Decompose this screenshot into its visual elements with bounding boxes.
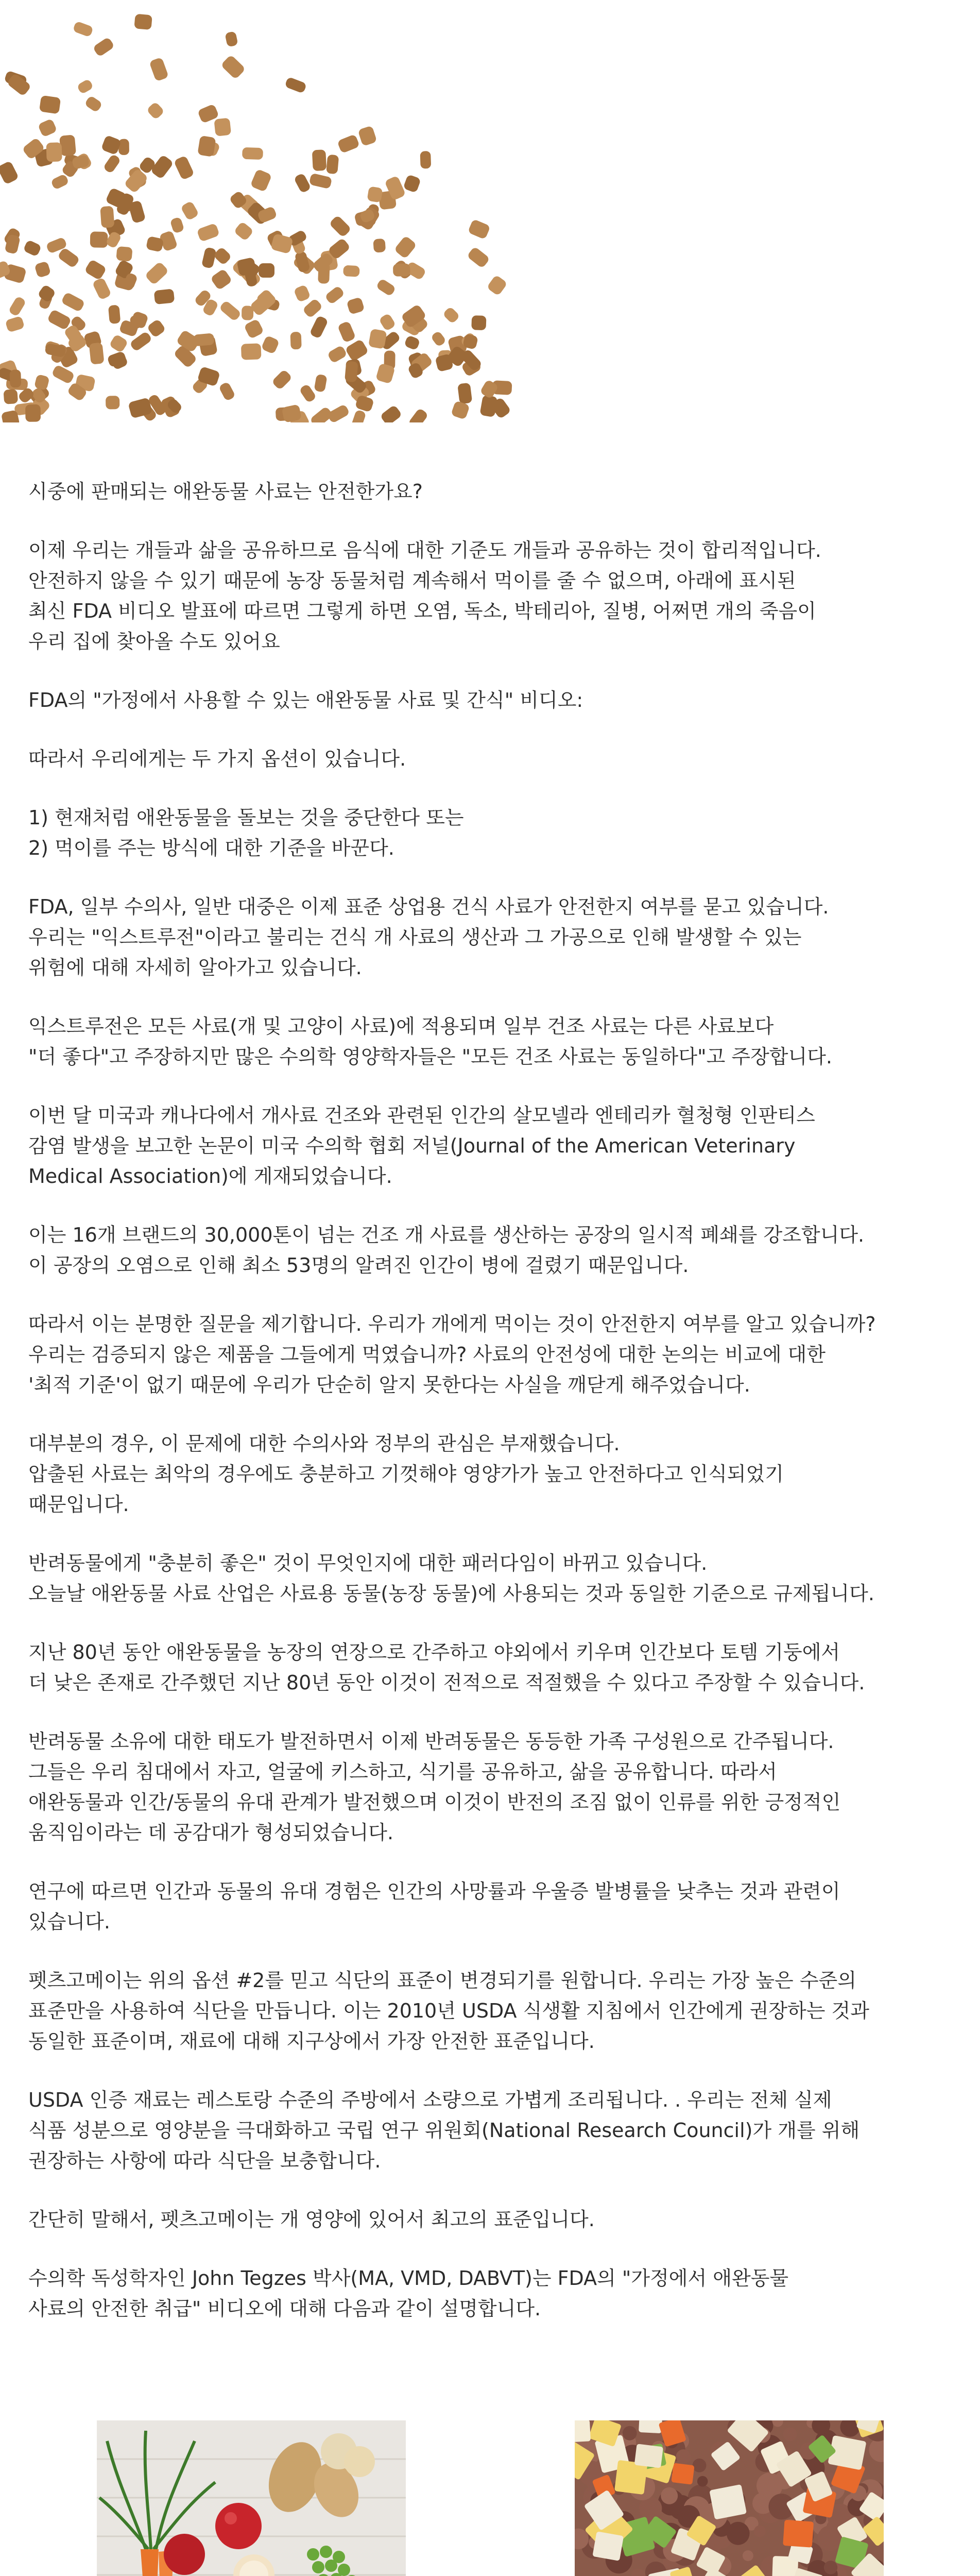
kibble-piece xyxy=(106,396,119,409)
meat-crumble xyxy=(693,2459,707,2472)
kibble-piece xyxy=(314,374,327,393)
meat-crumble xyxy=(824,2561,837,2574)
kibble-piece xyxy=(218,381,236,401)
kibble-piece xyxy=(92,37,115,57)
kibble-piece xyxy=(210,268,233,291)
meat-crumble xyxy=(754,2526,766,2537)
kibble-piece xyxy=(346,297,365,315)
meat-crumble xyxy=(623,2426,637,2441)
kibble-piece xyxy=(145,261,169,285)
kibble-piece xyxy=(73,21,94,37)
kibble-piece xyxy=(23,240,42,257)
diced-vegetable xyxy=(634,2444,663,2468)
kibble-piece xyxy=(261,335,280,354)
kibble-piece xyxy=(250,168,272,192)
option-list: 1) 현재처럼 애완동물을 돌보는 것을 중단한다 또는 2) 먹이를 주는 방식에 대한 기준을 바꾼다. xyxy=(28,806,464,859)
kibble-piece xyxy=(174,155,195,180)
kibble-piece xyxy=(357,125,377,146)
kibble-piece xyxy=(380,404,402,422)
kibble-piece xyxy=(128,200,146,224)
kibble-piece xyxy=(214,118,231,137)
kibble-piece xyxy=(116,246,132,262)
kibble-piece xyxy=(34,374,50,391)
kibble-piece xyxy=(403,174,421,193)
kibble-piece xyxy=(351,409,366,422)
article-paragraph: 익스트루전은 모든 사료(개 및 고양이 사료)에 적용되며 일부 건조 사료는 다른 사료보다 "더 좋다"고 주장하지만 많은 수의학 영양학자들은 "모든 건조 사료는 동일하다"고 주장합니다. xyxy=(28,1015,832,1068)
kibble-piece xyxy=(47,309,72,331)
kibble-piece xyxy=(242,147,263,160)
article-paragraph: 펫츠고메이는 위의 옵션 #2를 믿고 식단의 표준이 변경되기를 원합니다. 우리는 가장 높은 수준의 표준만을 사용하여 식단을 만듭니다. 이는 2010년 USDA 식생활 지침에서 인간에게 권장하는 것과 동일한 표준이며, 재료에 대해 지구상에서 가장 안전한 표준입니다. xyxy=(28,1969,869,2053)
kibble-piece xyxy=(309,315,329,339)
kibble-piece xyxy=(118,139,129,156)
kibble-piece xyxy=(57,247,80,269)
diced-vegetable xyxy=(671,2463,694,2484)
kibble-piece xyxy=(312,149,326,171)
article-paragraph: 지난 80년 동안 애완동물을 농장의 연장으로 간주하고 야외에서 키우며 인간보다 토템 기둥에서 더 낮은 존재로 간주했던 지난 80년 동안 이것이 전적으로 적절했을 수 있다고 주장할 수 있습니다. xyxy=(28,1641,865,1694)
meat-crumble xyxy=(661,2487,678,2504)
article-paragraph: USDA 인증 재료는 레스토랑 수준의 주방에서 소량으로 가볍게 조리됩니다. . 우리는 전체 실제 식품 성분으로 영양분을 극대화하고 국립 연구 위원회(National Research Council)가 개를 위해 권장하는 사항에 따라 식단을 보충합니다. xyxy=(28,2089,860,2172)
kibble-piece xyxy=(34,261,51,278)
kibble-piece xyxy=(302,298,323,318)
article-paragraph: 이제 우리는 개들과 삶을 공유하므로 음식에 대한 기준도 개들과 공유하는 것이 합리적입니다. 안전하지 않을 수 있기 때문에 농장 동물처럼 계속해서 먹이를 줄 수 없으며, 아래에 표시된 최신 FDA 비디오 발표에 따르면 그렇게 하면 오염, 독소, 박테리아, 질병, 어쩌면 개의 죽음이 우리 집에 찾아올 수도 있어요 xyxy=(28,539,821,653)
kibble-piece xyxy=(394,235,417,259)
kibble-piece xyxy=(147,318,166,338)
kibble-piece xyxy=(149,57,169,82)
kibble-piece xyxy=(373,239,386,253)
kibble-piece xyxy=(290,332,302,350)
kibble-piece xyxy=(241,343,262,360)
article-paragraph: 반려동물에게 "충분히 좋은" 것이 무엇인지에 대한 패러다임이 바뀌고 있습니다. 오늘날 애완동물 사료 산업은 사료용 동물(농장 동물)에 사용되는 것과 동일한 기준으로 규제됩니다. xyxy=(28,1552,874,1605)
kibble-piece xyxy=(84,95,102,113)
fresh-vegetables-ingredients-image xyxy=(97,2420,406,2576)
diced-vegetable xyxy=(639,2420,662,2433)
kibble-piece xyxy=(337,320,356,343)
kibble-piece xyxy=(201,247,217,269)
kibble-piece xyxy=(108,304,121,324)
article-heading: 시중에 판매되는 애완동물 사료는 안전한가요? xyxy=(28,480,423,503)
kibble-piece xyxy=(408,408,429,422)
kibble-piece xyxy=(197,223,220,242)
kibble-piece xyxy=(219,300,242,321)
kibble-piece xyxy=(84,259,107,281)
meat-crumble xyxy=(697,2476,708,2487)
kibble-piece xyxy=(37,284,56,303)
diced-vegetable xyxy=(592,2531,624,2561)
article-paragraph: 이는 16개 브랜드의 30,000톤이 넘는 건조 개 사료를 생산하는 공장의 일시적 폐쇄를 강조합니다. 이 공장의 오염으로 인해 최소 53명의 알려진 인간이 병에 걸렸기 때문입니다. xyxy=(28,1224,865,1277)
kibble-piece xyxy=(197,135,216,157)
kibble-piece xyxy=(5,316,25,333)
meat-crumble xyxy=(676,2449,691,2464)
kibble-piece xyxy=(345,338,369,362)
article-paragraph: FDA, 일부 수의사, 일반 대중은 이제 표준 상업용 건식 사료가 안전한지 여부를 묻고 있습니다. 우리는 "익스트루전"이라고 불리는 건식 개 사료의 생산과 그 가공으로 인해 발생할 수 있는 위험에 대해 자세히 알아가고 있습니다. xyxy=(28,895,829,979)
kibble-piece xyxy=(89,342,105,364)
article-paragraph: 따라서 이는 분명한 질문을 제기합니다. 우리가 개에게 먹이는 것이 안전한지 여부를 알고 있습니까? 우리는 검증되지 않은 제품을 그들에게 먹였습니까? 사료의 안전성에 대한 논의는 비교에 대한 '최적 기준'이 없기 때문에 우리가 단순히 알지 못한다는 사실을 깨닫게 해주었습니다. xyxy=(28,1313,876,1396)
kibble-piece xyxy=(225,31,238,47)
kibble-piece xyxy=(284,77,307,94)
kibble-piece xyxy=(3,389,18,404)
article-paragraph: 따라서 우리에게는 두 가지 옵션이 있습니다. xyxy=(28,748,406,770)
kibble-piece xyxy=(379,313,397,331)
dog-kibble-pile-image xyxy=(0,0,515,422)
diced-vegetable xyxy=(783,2520,814,2548)
kibble-piece xyxy=(343,265,360,277)
kibble-piece xyxy=(310,406,334,422)
kibble-piece xyxy=(294,284,311,302)
kibble-piece xyxy=(233,221,254,241)
kibble-piece xyxy=(271,369,293,390)
kibble-piece xyxy=(468,219,491,240)
kibble-piece xyxy=(294,250,311,273)
kibble-piece xyxy=(375,278,396,297)
kibble-piece xyxy=(259,263,274,278)
kibble-piece xyxy=(404,335,420,351)
kibble-piece xyxy=(101,135,122,156)
kibble-piece xyxy=(294,173,312,194)
article-paragraph: FDA의 "가정에서 사용할 수 있는 애완동물 사료 및 간식" 비디오: xyxy=(28,689,583,711)
kibble-piece xyxy=(467,246,490,269)
article-paragraph: 반려동물 소유에 대한 태도가 발전하면서 이제 반려동물은 동등한 가족 구성원으로 간주됩니다. 그들은 우리 침대에서 자고, 얼굴에 키스하고, 식기를 공유하고, 삶을 공유합니다. 따라서 애완동물과 인간/동물의 유대 관계가 발전했으며 이것이 반전의 조짐 없이 인류를 위한 긍정적인 움직임이라는 데 공감대가 형성되었습니다. xyxy=(28,1730,841,1844)
kibble-piece xyxy=(25,404,41,422)
article-body xyxy=(28,477,960,2352)
kibble-piece xyxy=(442,306,460,324)
kibble-piece xyxy=(345,361,358,382)
meat-crumble xyxy=(727,2522,750,2545)
article-paragraph: 간단히 말해서, 펫츠고메이는 개 영양에 있어서 최고의 표준입니다. xyxy=(28,2208,595,2231)
kibble-piece xyxy=(299,383,317,403)
kibble-piece xyxy=(90,231,108,247)
kibble-piece xyxy=(329,215,351,238)
kibble-piece xyxy=(169,216,184,233)
kibble-piece xyxy=(38,118,58,138)
diced-vegetable xyxy=(709,2484,747,2520)
article-paragraph: 수의학 독성학자인 John Tegzes 박사(MA, VMD, DABVT)는 FDA의 "가정에서 애완동물 사료의 안전한 취급" 비디오에 대해 다음과 같이 설명합니다. xyxy=(28,2267,789,2320)
kibble-piece xyxy=(76,78,94,94)
kibble-piece xyxy=(180,200,199,221)
kibble-piece xyxy=(10,369,22,387)
kibble-piece xyxy=(324,285,345,305)
kibble-piece xyxy=(471,315,486,330)
kibble-piece xyxy=(457,383,472,404)
kibble-piece xyxy=(327,345,348,364)
meat-crumble xyxy=(743,2550,753,2561)
kibble-piece xyxy=(451,400,470,420)
kibble-piece xyxy=(213,246,232,265)
kibble-piece xyxy=(50,174,70,190)
kibble-piece xyxy=(109,334,128,353)
kibble-piece xyxy=(134,14,152,30)
kibble-piece xyxy=(309,173,332,190)
kibble-piece xyxy=(46,142,62,162)
kibble-piece xyxy=(102,154,121,174)
article-paragraph: 연구에 따르면 인간과 동물의 유대 경험은 인간의 사망률과 우울증 발병률을 낮추는 것과 관련이 있습니다. xyxy=(28,1880,840,1933)
kibble-piece xyxy=(326,155,339,175)
meat-crumble xyxy=(783,2428,797,2442)
kibble-piece xyxy=(420,151,432,169)
cooked-meat-vegetable-mix-image xyxy=(575,2420,884,2576)
kibble-piece xyxy=(244,318,264,339)
kibble-piece xyxy=(337,134,360,154)
kibble-piece xyxy=(8,296,26,317)
kibble-piece xyxy=(39,95,61,114)
article-paragraph: 이번 달 미국과 캐나다에서 개사료 건조와 관련된 인간의 살모넬라 엔테리카 혈청형 인판티스 감염 발생을 보고한 논문이 미국 수의학 협회 저널(Journal of the American Veterinary Medical Association)에 게재되었습니다. xyxy=(28,1104,815,1188)
kibble-piece xyxy=(487,275,508,296)
kibble-piece xyxy=(100,206,114,228)
meat-crumble xyxy=(639,2497,662,2520)
kibble-piece xyxy=(146,101,165,120)
article-paragraph: 대부분의 경우, 이 문제에 대한 수의사와 정부의 관심은 부재했습니다. 압출된 사료는 최악의 경우에도 충분하고 기껏해야 영양가가 높고 안전하다고 인식되었기 때문입니다. xyxy=(28,1432,784,1516)
kibble-piece xyxy=(431,330,447,347)
kibble-piece xyxy=(92,277,112,300)
kibble-piece xyxy=(51,364,75,384)
diced-vegetable xyxy=(575,2420,591,2442)
kibble-piece xyxy=(61,292,85,312)
kibble-piece xyxy=(154,289,175,304)
kibble-piece xyxy=(0,161,19,185)
kibble-piece xyxy=(393,264,410,277)
kibble-piece xyxy=(220,55,246,80)
